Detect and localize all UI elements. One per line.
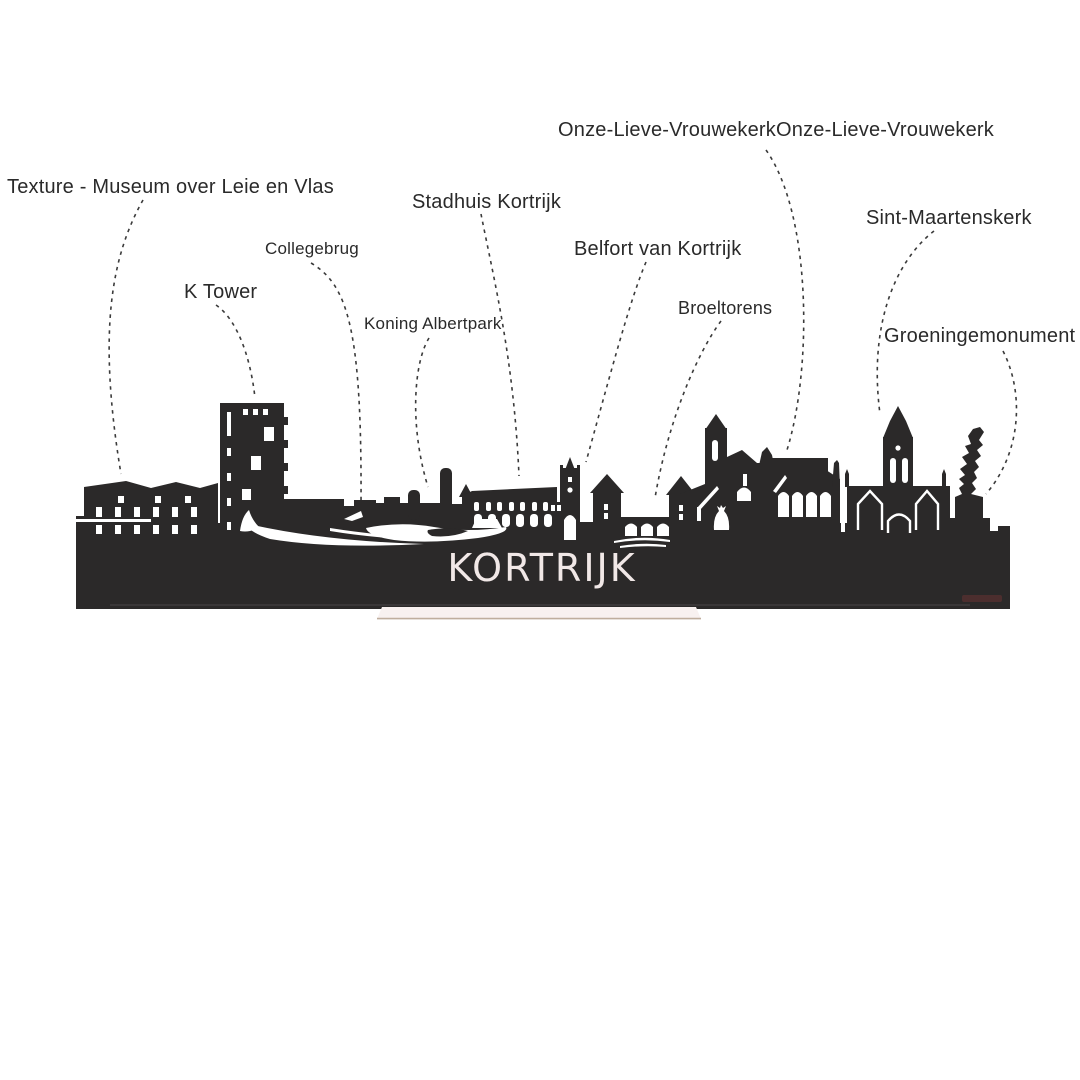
label-collegebrug: Collegebrug bbox=[265, 239, 359, 258]
callout-line-k-tower bbox=[216, 305, 255, 398]
building-sint-maartenskerk bbox=[845, 406, 950, 609]
label-koning-albertpark: Koning Albertpark bbox=[364, 314, 502, 333]
label-sint-maartenskerk: Sint-Maartenskerk bbox=[866, 207, 1032, 229]
callout-line-sint-maartenskerk bbox=[877, 231, 934, 414]
label-broeltorens: Broeltorens bbox=[678, 298, 773, 318]
callout-line-stadhuis-kortrijk bbox=[481, 214, 519, 476]
callout-line-collegebrug bbox=[311, 263, 361, 505]
callout-line-groeningemonument bbox=[986, 351, 1016, 494]
label-onze-lieve-vrouwekerk: Onze-Lieve-VrouwekerkOnze-Lieve-Vrouwekerk bbox=[558, 119, 994, 141]
watermark bbox=[962, 595, 1002, 602]
building-onze-lieve-vrouwekerk bbox=[680, 414, 777, 609]
display-stand bbox=[377, 607, 701, 619]
skyline-city-name: KORTRIJK bbox=[447, 546, 637, 590]
callout-line-onze-lieve-vrouwekerk bbox=[766, 150, 804, 450]
label-stadhuis-kortrijk: Stadhuis Kortrijk bbox=[412, 191, 562, 213]
callout-line-texture-museum bbox=[109, 200, 143, 474]
label-belfort-van-kortrijk: Belfort van Kortrijk bbox=[574, 238, 742, 260]
callout-line-koning-albertpark bbox=[416, 338, 429, 487]
callout-line-belfort-van-kortrijk bbox=[586, 262, 646, 462]
monument-groeninge bbox=[948, 427, 990, 533]
label-groeningemonument: Groeningemonument bbox=[884, 325, 1076, 347]
base-edge-highlight bbox=[110, 604, 970, 606]
label-texture-museum: Texture - Museum over Leie en Vlas bbox=[7, 176, 334, 198]
chimney bbox=[440, 468, 452, 538]
label-k-tower: K Tower bbox=[184, 281, 258, 303]
